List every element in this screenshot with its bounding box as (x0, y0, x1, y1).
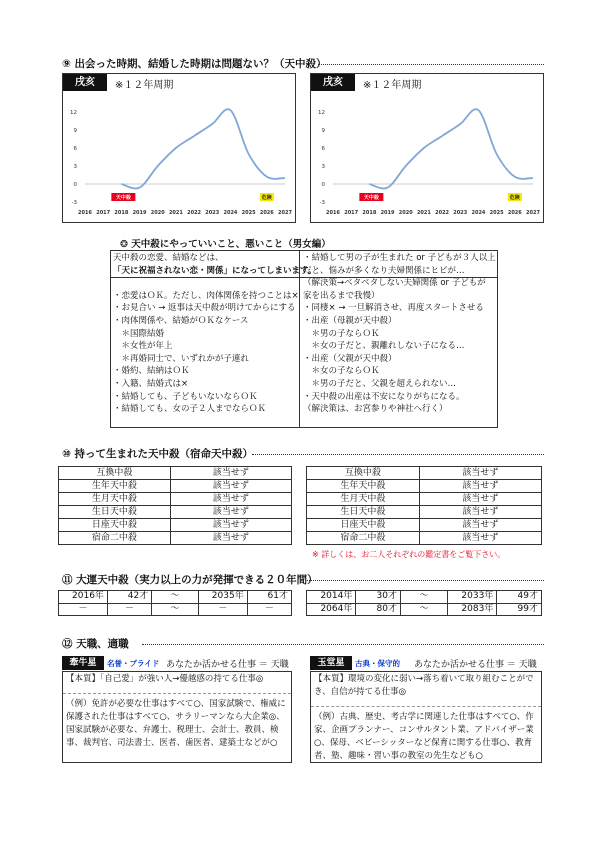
x-tick-label: 2027 (278, 210, 292, 216)
left-item: ・肉体関係や、結婚がＯＫなケース (113, 315, 249, 326)
section-9-title: ⑨ 出会った時期、結婚した時期は問題ない？（天中殺） (62, 58, 327, 70)
job-essence: 【本質】「自己愛」が強い人→優越感の持てる仕事◎ (66, 674, 264, 684)
job-example: （例）免許が必要な仕事はすべて○、国家試験で、権威に保護された仕事はすべて○、サラリーマンなら大企業◎、国家試験が必要な、弁護士、税理士、会計士、教員、検事、裁判官、司法書士、医者、歯医者、建築士などが○ (63, 693, 291, 750)
right-item: ・天中殺の出産は不安になりがちになる。 (303, 391, 465, 402)
section-divider (300, 580, 544, 581)
right-item: ＊男の子ならＯＫ (303, 328, 380, 339)
left-item: ・結婚しても、子どもいないならＯＫ (113, 391, 258, 402)
x-tick-label: 2018 (114, 210, 129, 216)
y-tick-label: 3 (321, 164, 325, 170)
fate-type-cell: 宿命二中殺 (307, 532, 420, 545)
fate-table-left (58, 466, 292, 545)
fate-value-cell: 該当せず (419, 532, 541, 545)
danger-label: 危険 (509, 195, 520, 201)
fate-type-cell: 生月天中殺 (59, 493, 171, 506)
x-tick-label: 2021 (168, 210, 183, 216)
daiun-cell: 61才 (247, 591, 291, 604)
x-tick-label: 2024 (471, 210, 486, 216)
fate-value-cell: 該当せず (170, 532, 291, 545)
left-item (113, 277, 299, 290)
section-divider (252, 454, 544, 455)
fate-type-cell: 互換中殺 (307, 467, 420, 480)
star-tag: 玉堂星 (310, 656, 352, 670)
table-row (59, 519, 292, 532)
left-item: 「天に祝福されない恋・関係」になってしまいます。 (113, 265, 317, 276)
y-tick-label: -3 (319, 200, 325, 206)
y-tick-label: -3 (71, 200, 77, 206)
fate-type-cell: 日座天中殺 (59, 519, 171, 532)
fate-type-cell: 生日天中殺 (307, 506, 420, 519)
x-tick-label: 2016 (326, 210, 340, 216)
fate-type-cell: 宿命二中殺 (59, 532, 171, 545)
fate-value-cell: 該当せず (419, 506, 541, 519)
x-tick-label: 2023 (205, 210, 220, 216)
daiun-cell: 30才 (356, 591, 401, 604)
right-item: ・出産（父親が天中殺） (303, 353, 397, 364)
x-tick-label: 2019 (380, 210, 395, 216)
x-tick-label: 2022 (435, 210, 450, 216)
table-row (307, 519, 542, 532)
daiun-cell: ～ (400, 591, 447, 604)
y-tick-label: 0 (321, 182, 325, 188)
dos-donts-box (110, 250, 498, 428)
fate-type-cell: 互換中殺 (59, 467, 171, 480)
daiun-cell: 49才 (497, 591, 542, 604)
section-divider (142, 644, 544, 645)
table-row (59, 493, 292, 506)
right-item: ・結婚して男の子が生まれた or 子どもが３人以上 (303, 253, 496, 263)
daiun-cell: － (198, 603, 247, 616)
right-item: ＊女の子だと、親離れしない子になる… (303, 341, 465, 352)
right-item: ＊女の子ならＯＫ (303, 366, 380, 377)
x-tick-label: 2025 (489, 210, 504, 216)
job-example: （例）古典、歴史、考古学に関連した仕事はすべて○、作家、企画プランナー、コンサルタント業、アドバイザー業○、保母、ベビーシッターなど保育に関する仕事○、教育者、塾、趣味・習い事の教室の先生なども○ (311, 706, 541, 763)
right-item: （解決策→ベタベタしない夫婦関係 or 子どもが (303, 278, 486, 289)
dos-right-list (303, 252, 495, 416)
left-item: ＊国際結婚 (113, 328, 165, 339)
left-item: ＊女性が年上 (113, 341, 173, 352)
daiun-cell: 2083年 (447, 603, 496, 616)
chart-left (62, 73, 296, 223)
left-item: 天中殺の恋愛、結婚などは、 (113, 253, 224, 263)
left-item: ・お見合い → 返事は天中殺が明けてからにする (113, 303, 296, 314)
y-tick-label: 6 (73, 146, 77, 152)
daiun-cell: ～ (400, 603, 447, 616)
table-row (59, 532, 292, 545)
x-tick-label: 2025 (241, 210, 256, 216)
daiun-cell: 2035年 (198, 591, 247, 604)
y-tick-label: 9 (73, 128, 77, 134)
right-item: 家を出るまで我慢） (303, 290, 380, 301)
x-tick-label: 2026 (259, 210, 274, 216)
fate-type-cell: 生月天中殺 (307, 493, 420, 506)
x-tick-label: 2016 (78, 210, 92, 216)
chart-tag: 戌亥 (311, 74, 355, 91)
x-tick-label: 2024 (223, 210, 238, 216)
fate-value-cell: 該当せず (419, 480, 541, 493)
chart-cycle-note: ※１２年周期 (363, 80, 422, 91)
star-keyword: 名誉・プライド (107, 659, 160, 668)
daiun-cell: 42才 (107, 591, 151, 604)
x-tick-label: 2027 (526, 210, 540, 216)
table-row (59, 603, 292, 616)
fate-type-cell: 生年天中殺 (307, 480, 420, 493)
x-tick-label: 2018 (362, 210, 377, 216)
left-item: ・恋愛はＯＫ。ただし、肉体関係を持つことは× (113, 290, 299, 301)
section-11-title: ⑪ 大運天中殺（実力以上の力が発揮できる２０年間） (62, 574, 318, 586)
x-tick-label: 2017 (96, 210, 111, 216)
job-heading: あなたか活かせる仕事 ＝ 天職 (414, 660, 537, 670)
daiun-cell: 99才 (497, 603, 542, 616)
table-row (307, 480, 542, 493)
fate-note: ※ 詳しくは、お二人それぞれの鑑定書をご覧下さい。 (312, 550, 506, 559)
table-row (307, 467, 542, 480)
daiun-cell: － (247, 603, 291, 616)
daiun-cell: 2014年 (307, 591, 356, 604)
left-item: ・結婚しても、女の子２人までならＯＫ (113, 404, 267, 415)
fate-value-cell: 該当せず (170, 519, 291, 532)
fate-value-cell: 該当せず (419, 493, 541, 506)
tenchusatsu-label: 天中殺 (115, 195, 131, 201)
daiun-cell: － (107, 603, 151, 616)
fate-type-cell: 生年天中殺 (59, 480, 171, 493)
right-item: だと、悩みが多くなり夫婦関係にヒビが… (303, 265, 465, 276)
chart-right (310, 73, 544, 223)
fate-type-cell: 日座天中殺 (307, 519, 420, 532)
line-chart-left (63, 92, 295, 222)
job-essence: 【本質】環境の変化に弱い→落ち着いて取り組むことができ、自信が持てる仕事◎ (314, 674, 534, 697)
x-tick-label: 2023 (453, 210, 468, 216)
x-tick-label: 2021 (416, 210, 431, 216)
fate-value-cell: 該当せず (419, 519, 541, 532)
x-tick-label: 2019 (132, 210, 147, 216)
fate-value-cell: 該当せず (170, 506, 291, 519)
table-row (307, 532, 542, 545)
x-tick-label: 2026 (507, 210, 522, 216)
right-item: （解決策は、お宮参りや神社へ行く） (303, 404, 448, 415)
section-12-title: ⑫ 天職、適職 (62, 638, 129, 650)
section-divider (318, 64, 544, 65)
x-tick-label: 2022 (187, 210, 202, 216)
star-tag: 牽牛星 (62, 656, 104, 670)
left-item: ・入籍、結婚式は× (113, 378, 189, 389)
y-tick-label: 12 (70, 110, 77, 116)
series-line (121, 109, 285, 188)
daiun-cell: 80才 (356, 603, 401, 616)
daiun-cell: ～ (152, 591, 199, 604)
dos-title: ❂ 天中殺にやっていいこと、悪いこと（男女編） (120, 239, 331, 250)
y-tick-label: 6 (321, 146, 325, 152)
series-line (369, 109, 533, 188)
table-row (59, 467, 292, 480)
y-tick-label: 12 (318, 110, 325, 116)
daiun-cell: ～ (152, 603, 199, 616)
right-item: ・出産（母親が天中殺） (303, 315, 397, 326)
daiun-cell: 2033年 (447, 591, 496, 604)
daiun-table-left (58, 590, 292, 616)
right-item: ＊男の子だと、父親を超えられない… (303, 378, 457, 389)
chart-cycle-note: ※１２年周期 (115, 80, 174, 91)
table-row (307, 591, 542, 604)
line-chart-right (311, 92, 543, 222)
fate-value-cell: 該当せず (170, 467, 291, 480)
table-row (307, 493, 542, 506)
y-tick-label: 3 (73, 164, 77, 170)
daiun-cell: 2016年 (59, 591, 108, 604)
y-tick-label: 0 (73, 182, 77, 188)
section-10-title: ⑩ 持って生まれた天中殺（宿命天中殺） (62, 448, 254, 460)
chart-tag: 戌亥 (63, 74, 107, 91)
daiun-cell: 2064年 (307, 603, 356, 616)
x-tick-label: 2020 (398, 210, 413, 216)
tenchusatsu-label: 天中殺 (363, 195, 379, 201)
fate-type-cell: 生日天中殺 (59, 506, 171, 519)
right-item: ・同棲× → 一旦解消させ、再度スタートさせる (303, 303, 484, 314)
table-row (307, 603, 542, 616)
x-tick-label: 2020 (150, 210, 165, 216)
left-item: ・婚約、結納はＯＫ (113, 366, 190, 377)
fate-value-cell: 該当せず (170, 493, 291, 506)
y-tick-label: 9 (321, 128, 325, 134)
fate-value-cell: 該当せず (170, 480, 291, 493)
danger-label: 危険 (261, 195, 272, 201)
dos-left-list (113, 252, 317, 416)
daiun-cell: － (59, 603, 108, 616)
table-row (59, 506, 292, 519)
job-heading: あなたか活かせる仕事 ＝ 天職 (166, 660, 289, 670)
fate-value-cell: 該当せず (419, 467, 541, 480)
fate-table-right (306, 466, 542, 545)
table-row (59, 480, 292, 493)
job-card-left (62, 656, 292, 762)
job-card-right (310, 656, 542, 762)
table-row (307, 506, 542, 519)
left-item: ＊再婚同士で、いずれかが子連れ (113, 353, 249, 364)
x-tick-label: 2017 (344, 210, 359, 216)
table-row (59, 591, 292, 604)
star-keyword: 古典・保守的 (355, 659, 400, 668)
daiun-table-right (306, 590, 542, 616)
